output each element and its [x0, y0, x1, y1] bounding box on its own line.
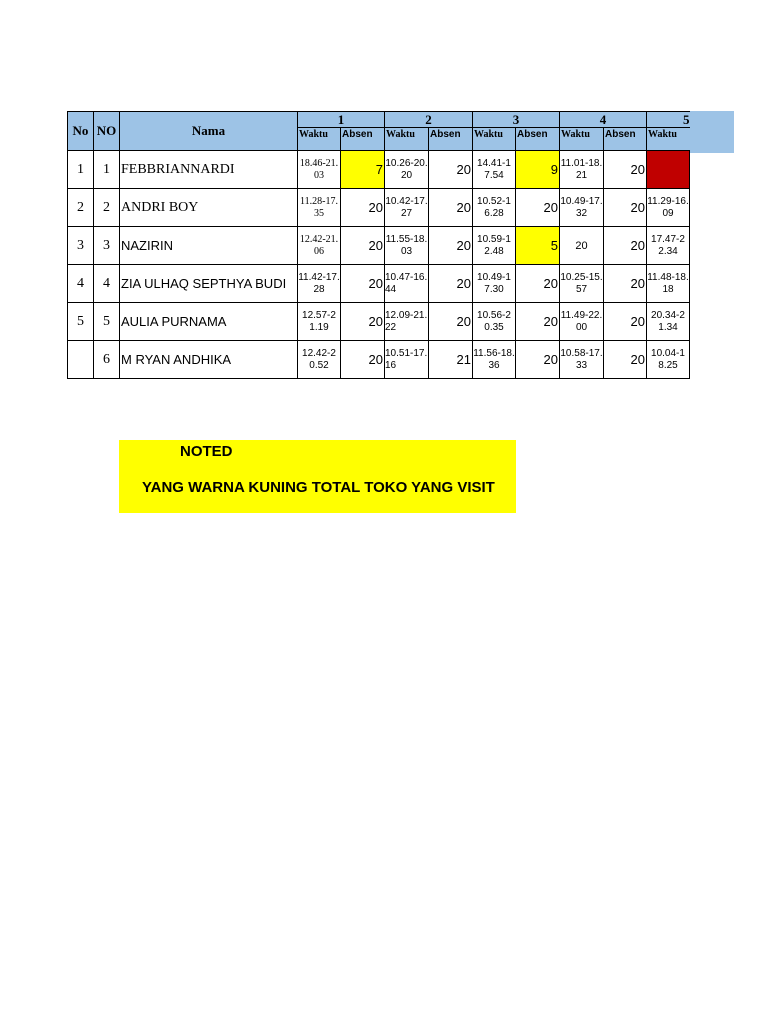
cell-absen-3: 20 — [516, 341, 560, 379]
table-row — [68, 341, 690, 379]
header-day-1: 1 — [298, 112, 385, 128]
header-waktu-1: Waktu — [298, 128, 341, 151]
table-row — [68, 303, 690, 341]
cell-nama: ZIA ULHAQ SEPTHYA BUDI — [120, 265, 298, 303]
header-overflow-fill — [690, 111, 734, 153]
header-absen-3: Absen — [516, 128, 560, 151]
cell-waktu-4: 11.49-22.00 — [560, 303, 604, 341]
cell-no: 1 — [68, 151, 94, 189]
cell-waktu-3: 11.56-18.36 — [473, 341, 516, 379]
cell-waktu-5: 10.04-18.25 — [647, 341, 690, 379]
note-title: NOTED — [180, 443, 233, 460]
cell-waktu-1: 12.42-21.06 — [298, 227, 341, 265]
cell-waktu-1: 11.42-17.28 — [298, 265, 341, 303]
cell-absen-1: 20 — [341, 303, 385, 341]
cell-absen-1: 20 — [341, 227, 385, 265]
cell-waktu-4: 10.58-17.33 — [560, 341, 604, 379]
cell-waktu-2: 12.09-21.22 — [385, 303, 429, 341]
cell-waktu-4: 11.01-18.21 — [560, 151, 604, 189]
header-absen-1: Absen — [341, 128, 385, 151]
header-nama: Nama — [120, 112, 298, 151]
cell-absen-4: 20 — [604, 151, 647, 189]
cell-absen-3: 20 — [516, 303, 560, 341]
cell-waktu-1: 12.42-20.52 — [298, 341, 341, 379]
header-day-5: 5 — [647, 112, 690, 128]
cell-waktu-1: 18.46-21.03 — [298, 151, 341, 189]
cell-waktu-1: 12.57-21.19 — [298, 303, 341, 341]
cell-waktu-3: 10.59-12.48 — [473, 227, 516, 265]
cell-absen-3: 5 — [516, 227, 560, 265]
cell-waktu-3: 10.56-20.35 — [473, 303, 516, 341]
cell-no2: 2 — [94, 189, 120, 227]
cell-no2: 1 — [94, 151, 120, 189]
cell-absen-1: 20 — [341, 265, 385, 303]
note-text: YANG WARNA KUNING TOTAL TOKO YANG VISIT — [142, 479, 495, 496]
table-row — [68, 151, 690, 189]
attendance-table — [67, 111, 690, 379]
table-row — [68, 189, 690, 227]
cell-no: 3 — [68, 227, 94, 265]
cell-nama: NAZIRIN — [120, 227, 298, 265]
cell-absen-2: 20 — [429, 189, 473, 227]
header-waktu-2: Waktu — [385, 128, 429, 151]
cell-absen-2: 20 — [429, 151, 473, 189]
cell-no2: 5 — [94, 303, 120, 341]
cell-waktu-2: 11.55-18.03 — [385, 227, 429, 265]
cell-no2: 3 — [94, 227, 120, 265]
cell-no: 5 — [68, 303, 94, 341]
cell-waktu-2: 10.51-17.16 — [385, 341, 429, 379]
header-waktu-3: Waktu — [473, 128, 516, 151]
cell-no2: 6 — [94, 341, 120, 379]
cell-nama: AULIA PURNAMA — [120, 303, 298, 341]
cell-waktu-5 — [647, 151, 690, 189]
cell-no: 4 — [68, 265, 94, 303]
cell-waktu-4: 10.25-15.57 — [560, 265, 604, 303]
header-waktu-5: Waktu — [647, 128, 690, 151]
attendance-sheet — [67, 111, 690, 379]
cell-absen-1: 7 — [341, 151, 385, 189]
header-day-2: 2 — [385, 112, 473, 128]
header-absen-2: Absen — [429, 128, 473, 151]
cell-waktu-5: 20.34-21.34 — [647, 303, 690, 341]
cell-nama: FEBBRIANNARDI — [120, 151, 298, 189]
cell-waktu-5: 17.47-22.34 — [647, 227, 690, 265]
cell-nama: M RYAN ANDHIKA — [120, 341, 298, 379]
cell-waktu-3: 10.52-16.28 — [473, 189, 516, 227]
header-waktu-4: Waktu — [560, 128, 604, 151]
cell-absen-1: 20 — [341, 189, 385, 227]
cell-absen-3: 20 — [516, 189, 560, 227]
cell-waktu-4: 20 — [560, 227, 604, 265]
header-day-3: 3 — [473, 112, 560, 128]
table-row — [68, 265, 690, 303]
note-box — [119, 440, 516, 513]
cell-waktu-4: 10.49-17.32 — [560, 189, 604, 227]
cell-no2: 4 — [94, 265, 120, 303]
cell-absen-4: 20 — [604, 227, 647, 265]
header-no: No — [68, 112, 94, 151]
header-no2: NO — [94, 112, 120, 151]
cell-absen-3: 9 — [516, 151, 560, 189]
cell-waktu-3: 10.49-17.30 — [473, 265, 516, 303]
cell-waktu-5: 11.29-16.09 — [647, 189, 690, 227]
cell-no: 2 — [68, 189, 94, 227]
cell-waktu-1: 11.28-17.35 — [298, 189, 341, 227]
cell-absen-2: 20 — [429, 303, 473, 341]
cell-absen-2: 21 — [429, 341, 473, 379]
header-day-4: 4 — [560, 112, 647, 128]
cell-absen-2: 20 — [429, 265, 473, 303]
cell-no — [68, 341, 94, 379]
cell-waktu-2: 10.47-16.44 — [385, 265, 429, 303]
cell-absen-3: 20 — [516, 265, 560, 303]
table-row — [68, 227, 690, 265]
cell-absen-4: 20 — [604, 303, 647, 341]
cell-absen-2: 20 — [429, 227, 473, 265]
header-absen-4: Absen — [604, 128, 647, 151]
cell-waktu-2: 10.42-17.27 — [385, 189, 429, 227]
cell-waktu-2: 10.26-20.20 — [385, 151, 429, 189]
cell-absen-4: 20 — [604, 189, 647, 227]
cell-absen-4: 20 — [604, 265, 647, 303]
cell-nama: ANDRI BOY — [120, 189, 298, 227]
cell-waktu-5: 11.48-18.18 — [647, 265, 690, 303]
cell-absen-1: 20 — [341, 341, 385, 379]
cell-waktu-3: 14.41-17.54 — [473, 151, 516, 189]
cell-absen-4: 20 — [604, 341, 647, 379]
